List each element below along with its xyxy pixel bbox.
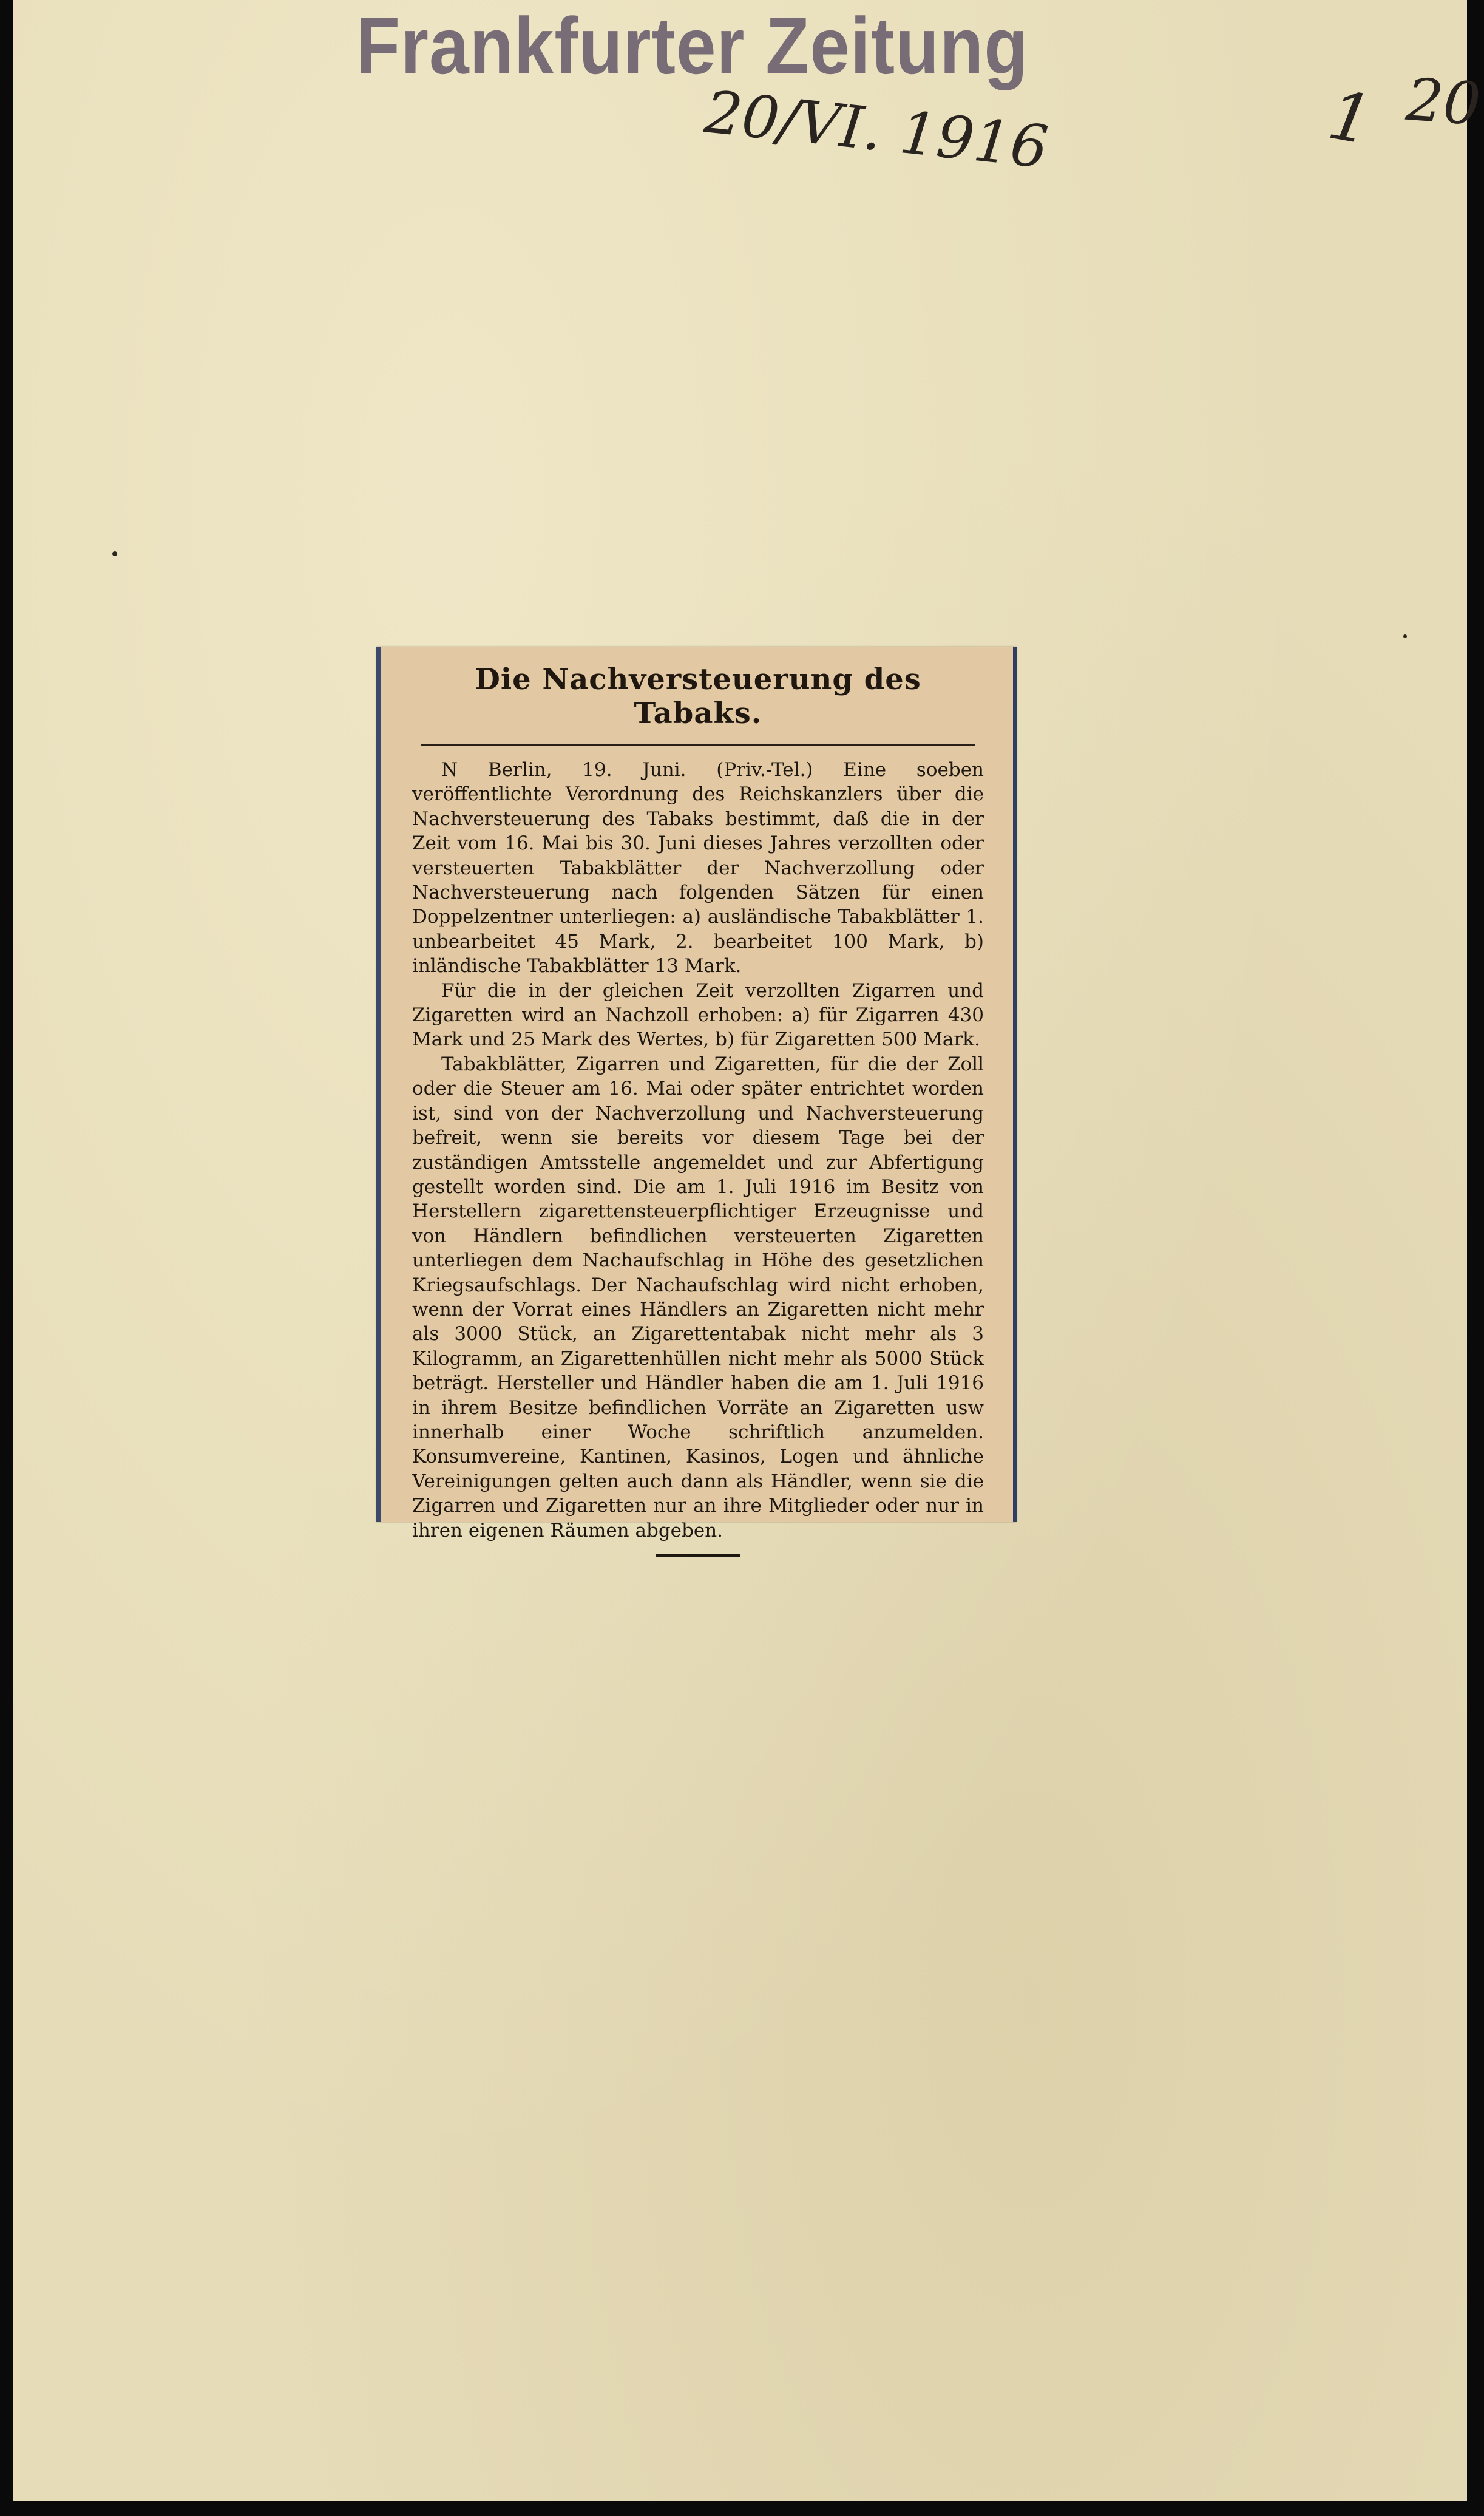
folio-mark: 20 — [1404, 65, 1483, 139]
article-paragraph: N Berlin, 19. Juni. (Priv.-Tel.) Eine soeben veröffentlichte Verordnung des Reichskanzlers über die Nachversteuerung des Tabaks bestimmt, daß die in der Zeit vom 16. Mai bis 30. Juni dieses Jahres verzollten oder versteuerten Tabakblätter der Nachverzollung oder Nachversteuerung nach folgenden Sätzen für einen Doppelzentner unterliegen: a) ausländische Tabakblätter 1. unbearbeitet 45 Mark, 2. bearbeitet 100 Mark, b) inländische Tabakblätter 13 Mark. — [412, 759, 984, 977]
article-body — [412, 758, 984, 1543]
archive-sheet — [13, 0, 1483, 2501]
paper-speck — [1403, 634, 1407, 638]
paper-speck — [112, 551, 117, 556]
handwritten-date: 20/VI. 1916 — [702, 78, 1051, 182]
article-title: Die Nachversteuerung des Tabaks. — [475, 662, 921, 730]
newspaper-clipping — [376, 647, 1017, 1542]
article-paragraph: Für die in der gleichen Zeit verzollten Zigarren und Zigaretten wird an Nachzoll erhoben: a) für Zigarren 430 Mark und 25 Mark des Wertes, b) für Zigaretten 500 Mark. — [412, 979, 984, 1051]
title-rule — [421, 744, 975, 746]
article-paragraph: Tabakblätter, Zigarren und Zigaretten, für die der Zoll oder die Steuer am 16. Mai oder später entrichtet worden ist, sind von der Nachverzollung und Nachversteuerung befreit, wenn sie bereits vor diesem Tage bei der zuständigen Amtsstelle angemeldet und zur Abfertigung gestellt worden sind. Die am 1. Juli 1916 im Besitz von Herstellern zigarettensteuerpflichtiger Erzeugnisse und von Händlern befindlichen versteuerten Zigaretten unterliegen dem Nachaufschlag in Höhe des gesetzlichen Kriegsaufschlags. Der Nachaufschlag wird nicht erhoben, wenn der Vorrat eines Händlers an Zigaretten nicht mehr als 3000 Stück, an Zigarettentabak nicht mehr als 3 Kilogramm, an Zigarettenhüllen nicht mehr als 5000 Stück beträgt. Hersteller und Händler haben die am 1. Juli 1916 in ihrem Besitze befindlichen Vorräte an Zigaretten usw innerhalb einer Woche schriftlich anzumelden. Konsumvereine, Kantinen, Kasinos, Logen und ähnliche Vereinigungen gelten auch dann als Händler, wenn sie die Zigarren und Zigaretten nur an ihre Mitglieder oder nur in ihren eigenen Räumen abgeben. — [412, 1053, 984, 1542]
end-rule — [656, 1554, 740, 1557]
folio-number: 1 — [1323, 75, 1378, 160]
newspaper-stamp: Frankfurter Zeitung — [356, 1, 1029, 92]
